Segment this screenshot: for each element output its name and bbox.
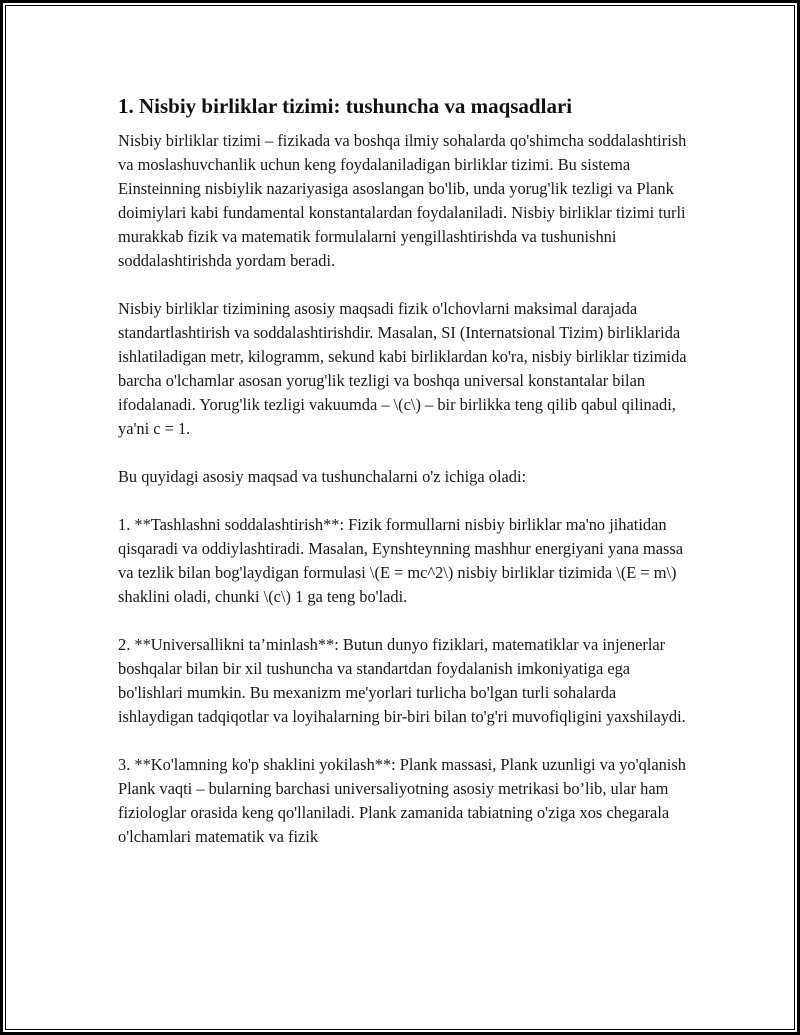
- list-item-2: 2. **Universallikni ta’minlash**: Butun dunyo fiziklari, matematiklar va injenerlar boshqalar bilan bir xil tushuncha va standartdan foydalanish imkoniyatiga ega bo'lishlari mumkin. Bu mexanizm me'yorlari turlicha bo'lgan turli sohalarda ishlaydigan tadqiqotlar va loyihalarning bir-biri bilan to'g'ri muvofiqligini yaxshilaydi.: [118, 635, 686, 726]
- document-body: [118, 93, 688, 873]
- list-item-3: 3. **Ko'lamning ko'p shaklini yokilash**: Plank massasi, Plank uzunligi va yo'qlanish Plank vaqti – bularning barchasi universaliyotning asosiy metrikasi bo’lib, ular ham fiziologlar orasida keng qo'llaniladi. Plank zamanida tabiatning o'ziga xos chegarala o'lchamlari matematik va fizik: [118, 755, 686, 846]
- section-heading: 1. Nisbiy birliklar tizimi: tushuncha va maqsadlari: [118, 94, 573, 118]
- paragraph-purpose: Nisbiy birliklar tizimining asosiy maqsadi fizik o'lchovlarni maksimal darajada standartlashtirish va soddalashtirishdir. Masalan, SI (Internatsional Tizim) birliklarida ishlatiladigan metr, kilogramm, sekund kabi birliklardan ko'ra, nisbiy birliklar tizimida barcha o'lchamlar asosan yorug'lik tezligi va boshqa universal konstantalar bilan ifodalanadi. Yorug'lik tezligi vakuumda – \(c\) – bir birlikka teng qilib qabul qilinadi, ya'ni c = 1.: [118, 299, 687, 438]
- paragraph-intro: Nisbiy birliklar tizimi – fizikada va boshqa ilmiy sohalarda qo'shimcha soddalashtirish va moslashuvchanlik uchun keng foydalaniladigan birliklar tizimi. Bu sistema Einsteinning nisbiylik nazariyasiga asoslangan bo'lib, unda yorug'lik tezligi va Plank doimiylari kabi fundamental konstantalardan foydalaniladi. Nisbiy birliklar tizimi turli murakkab fizik va matematik formulalarni yengillashtirishda va tushunishni soddalashtirishda yordam beradi.: [118, 131, 687, 270]
- paragraph-list-lead: Bu quyidagi asosiy maqsad va tushunchalarni o'z ichiga oladi:: [118, 467, 527, 486]
- list-item-1: 1. **Tashlashni soddalashtirish**: Fizik formullarni nisbiy birliklar ma'no jihatidan qisqaradi va oddiylashtiradi. Masalan, Eynshteynning mashhur energiyani yana massa va tezlik bilan bog'laydigan formulasi \(E = mc^2\) nisbiy birliklar tizimida \(E = m\) shaklini oladi, chunki \(c\) 1 ga teng bo'ladi.: [118, 515, 684, 606]
